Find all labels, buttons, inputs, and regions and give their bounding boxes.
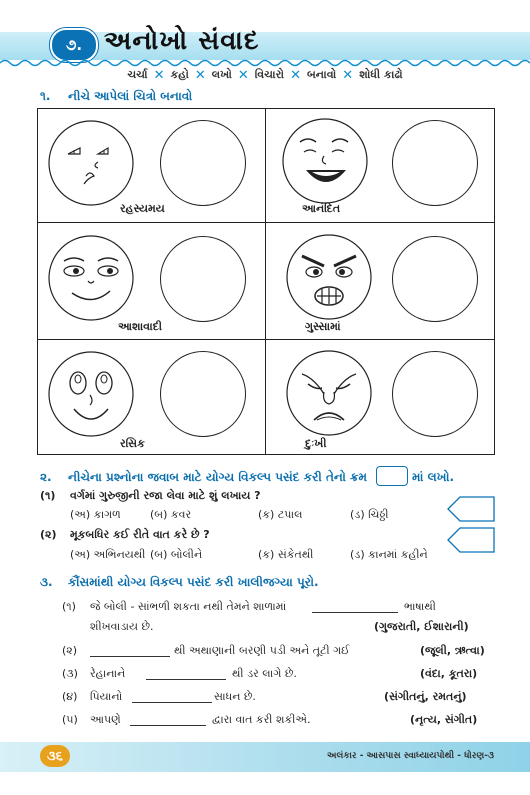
caption-happy: આનંદિત [302, 202, 341, 215]
option: (ક) ટપાલ [258, 508, 303, 521]
grid-divider [37, 339, 494, 340]
chapter-number-badge: ૭. [50, 28, 98, 62]
grid-divider [37, 222, 494, 223]
q3-item-text: થી અથાણાની બરણી પડી અને તૂટી ગઈ [174, 644, 350, 657]
q3-item-text: સાધન છે. [214, 690, 256, 703]
q1-instruction: નીચે આપેલાં ચિત્રો બનાવો [68, 89, 193, 103]
cross-icon: ✕ [194, 67, 206, 83]
hopeful-face-icon [46, 233, 136, 323]
q2-instruction [68, 470, 367, 485]
q3-item-text: ભાષાથી [404, 600, 436, 613]
fill-in-blank[interactable] [90, 646, 170, 657]
page-number-badge: ૩૬ [40, 745, 70, 767]
q3-item-text: શીખવાડાય છે. [90, 620, 154, 633]
fill-in-blank[interactable] [130, 715, 206, 726]
chapter-title: અનોખો સંવાદ [104, 26, 260, 56]
empty-drawing-circle [160, 120, 246, 206]
caption-hopeful: આશાવાદી [118, 320, 163, 333]
tag-think: વિચારો [254, 68, 285, 81]
empty-drawing-circle [160, 236, 246, 322]
tag-find: શોધી કાઢો [359, 68, 403, 81]
q3-choices: (ગુજરાતી, ઈશારાની) [374, 620, 469, 633]
empty-drawing-circle [392, 120, 478, 206]
q3-instruction: કૌંસમાંથી યોગ્ય વિકલ્પ પસંદ કરી ખાલીજગ્યા પૂરો. [68, 575, 319, 589]
q3-item-text: રેહાનાને [90, 667, 126, 680]
fill-in-blank[interactable] [146, 669, 226, 680]
q3-item-number: (૪) [62, 690, 78, 703]
q2-item-number: (૨) [40, 528, 57, 541]
option: (ડ) કાનમાં કહીને [350, 548, 428, 561]
amused-face-icon [46, 349, 136, 439]
tag-write: લખો [211, 68, 232, 81]
q3-item-number: (૨) [62, 644, 78, 657]
mysterious-face-icon [46, 118, 136, 208]
option: (ક) સંકેતથી [258, 548, 314, 561]
q3-item-text: દ્વારા વાત કરી શકીએ. [212, 713, 311, 726]
fill-in-blank[interactable] [312, 602, 398, 613]
q3-item-number: (૩) [62, 667, 78, 680]
q2-instruction-text: નીચેના પ્રશ્નોના જવાબ માટે યોગ્ય વિકલ્પ પસંદ કરી તેનો ક્રમ [68, 470, 367, 484]
fill-in-blank[interactable] [132, 692, 212, 703]
q2-item-question: વર્ગમાં ગુરુજીની રજા લેવા માટે શું લખાય ? [70, 489, 261, 502]
option: (બ) બોલીને [150, 548, 203, 561]
q3-item-text: થી ડર લાગે છે. [232, 667, 297, 680]
empty-drawing-circle [392, 351, 478, 437]
q3-item-text: આપણે [90, 713, 121, 726]
answer-box-sample [376, 466, 408, 486]
q3-choices: (જૂલી, ઋત્વા) [420, 644, 485, 657]
q2-number: ૨. [40, 470, 52, 484]
caption-angry: ગુસ્સામાં [305, 320, 341, 333]
caption-sad: દુઃખી [305, 437, 327, 450]
q3-item-text: પિયાનો [90, 690, 123, 703]
skill-tags [0, 66, 530, 84]
option: (અ) અભિનયથી [70, 548, 146, 561]
caption-mysterious: રહસ્યમય [120, 202, 165, 215]
q1-number: ૧. [40, 89, 51, 103]
cross-icon: ✕ [237, 67, 249, 83]
option: (બ) કવર [150, 508, 192, 521]
q3-item-text: જે બોલી - સાંભળી શકતા નથી તેમને શાળામાં [90, 600, 287, 613]
q3-choices: (વંદા, કૂતરા) [420, 667, 478, 680]
q3-choices: (નૃત્ય, સંગીત) [410, 713, 478, 726]
tag-make: બનાવો [306, 68, 337, 81]
angry-face-icon [284, 232, 374, 322]
happy-face-icon [280, 116, 370, 206]
q3-item-number: (૫) [62, 713, 78, 726]
empty-drawing-circle [160, 351, 246, 437]
caption-amused: રસિક [120, 437, 145, 450]
q2-instruction-end: માં લખો. [412, 470, 455, 484]
answer-arrow-box[interactable] [446, 526, 496, 554]
sad-face-icon [284, 348, 374, 438]
q2-item-number: (૧) [40, 489, 56, 502]
cross-icon: ✕ [342, 67, 354, 83]
q3-choices: (સંગીતનું, રમતનું) [384, 690, 467, 703]
answer-arrow-box[interactable] [446, 495, 496, 523]
footer-book-title: અલંકાર - આસપાસ સ્વાધ્યાયપોથી - ધોરણ-૩ [327, 751, 494, 761]
tag-discuss: ચર્ચા [127, 68, 148, 81]
option: (ડ) ચિઠ્ઠી [350, 508, 389, 521]
cross-icon: ✕ [153, 67, 165, 83]
q2-item-question: મૂકબધિર કઈ રીતે વાત કરે છે ? [70, 528, 210, 541]
option: (અ) કાગળ [70, 508, 121, 521]
empty-drawing-circle [392, 236, 478, 322]
tag-say: કહો [170, 68, 189, 81]
grid-divider [265, 108, 266, 454]
q3-number: ૩. [40, 575, 53, 589]
cross-icon: ✕ [290, 67, 301, 83]
q3-item-number: (૧) [62, 600, 76, 613]
